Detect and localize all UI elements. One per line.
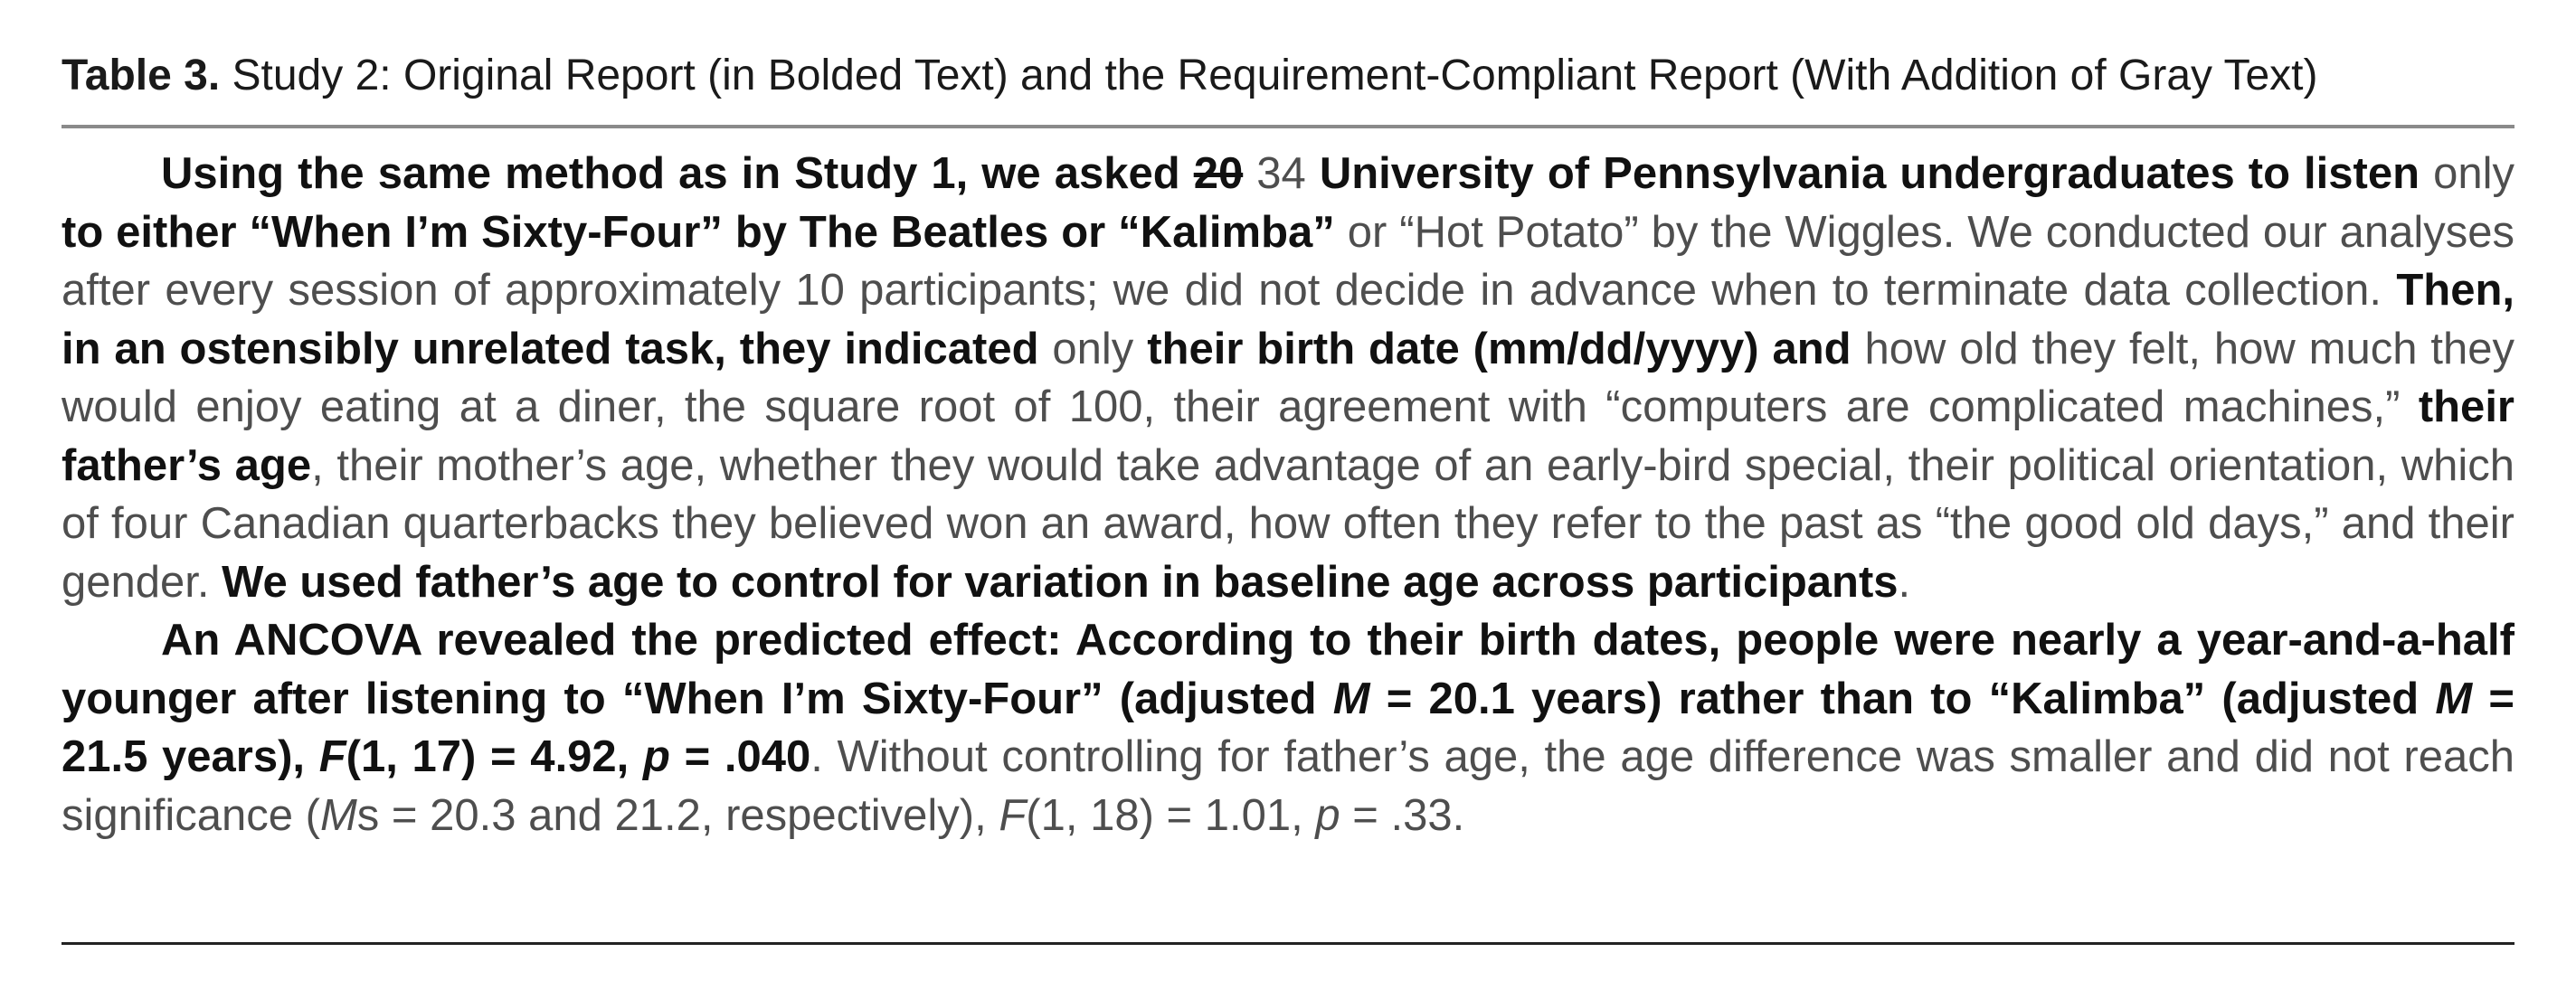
struck-number: 20 (1193, 149, 1244, 198)
caption-rule (62, 125, 2514, 128)
added-text: only (1038, 324, 1148, 373)
original-text: An ANCOVA revealed the predicted effect: According to their birth dates, people were nearly a year-and-a-half younger after listening to “When I’m Sixty-Four” (adjusted (62, 616, 2514, 723)
stat-symbol: F (318, 732, 346, 781)
table-body (62, 145, 2514, 844)
original-text: = .040 (669, 732, 811, 781)
original-text: Using the same method as in Study 1, we asked (161, 149, 1194, 198)
original-text: to either “When I’m Sixty-Four” by The Beatles or “Kalimba” (62, 207, 1335, 257)
paragraph-results (62, 611, 2514, 844)
stat-symbol: M (2435, 674, 2473, 723)
added-text: = .33. (1340, 790, 1465, 840)
added-text: . Without controlling for father’s age, the age difference was smaller and did not reach significance ( (62, 732, 2514, 840)
added-text: s = 20.3 and 21.2, respectively), (356, 790, 999, 840)
original-text: their birth date (mm/dd/yyyy) and (1147, 324, 1852, 373)
stat-symbol: M (1332, 674, 1370, 723)
stat-symbol: p (642, 732, 670, 781)
stat-symbol: p (1315, 790, 1340, 840)
added-text: , their mother’s age, whether they would take advantage of an early-bird special, their political orientation, which of four Canadian quarterbacks they believed won an award, how often they refer to the past as “the good old days,” and their gender. (62, 440, 2514, 607)
added-text: how old they felt, how much they would enjoy eating at a diner, the square root of 100, their agreement with “computers are complicated machines,” (62, 324, 2515, 431)
added-text: 34 (1243, 149, 1320, 198)
original-text: = 20.1 years) rather than to “Kalimba” (adjusted (1369, 674, 2436, 723)
stat-symbol: F (999, 790, 1027, 840)
added-text: (1, 18) = 1.01, (1026, 790, 1316, 840)
original-text: (1, 17) = 4.92, (346, 732, 643, 781)
original-text: = 21.5 years), (62, 674, 2514, 781)
table-bottom-rule (62, 942, 2514, 945)
added-text: only (2420, 149, 2514, 198)
original-text: We used father’s age to control for variation in baseline age across participants (222, 557, 1899, 607)
table-caption (62, 36, 2514, 116)
added-text: or “Hot Potato” by the Wiggles. We conducted our analyses after every session of approximately 10 participants; we did not decide in advance when to terminate data collection. (62, 207, 2515, 315)
original-text: University of Pennsylvania undergraduates to listen (1319, 149, 2420, 198)
original-text: Then, in an ostensibly unrelated task, they indicated (62, 266, 2514, 373)
stat-symbol: M (319, 790, 357, 840)
table-title: Study 2: Original Report (in Bolded Text) and the Requirement-Compliant Report (With Addition of Gray Text) (220, 52, 2318, 99)
table-label: Table 3. (62, 52, 221, 99)
table-3 (62, 36, 2514, 844)
original-text: their father’s age (62, 382, 2514, 490)
paragraph-method (62, 145, 2514, 611)
added-text: . (1898, 557, 1911, 607)
